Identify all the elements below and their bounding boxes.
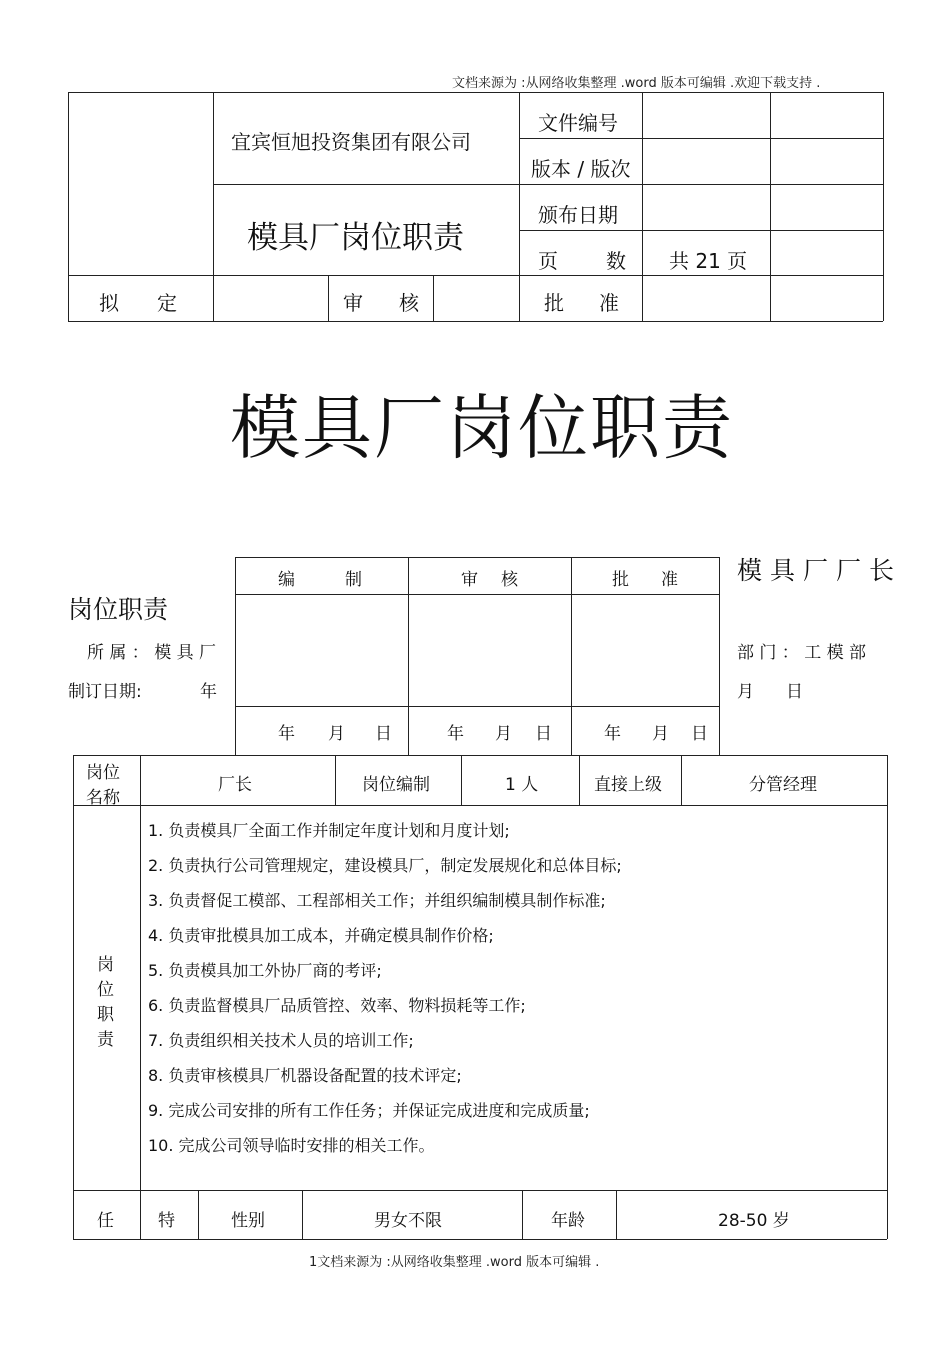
page-count: 共 21 页: [669, 249, 748, 273]
doc-title: 模具厂岗位职责: [247, 220, 464, 256]
date-day-2: 日: [535, 724, 552, 744]
right-month: 月: [737, 682, 754, 702]
left-title: 岗位职责: [68, 595, 169, 624]
headcount-value: 1 人: [505, 775, 539, 795]
approve-header-a: 批: [612, 570, 629, 590]
review-header-b: 核: [501, 570, 518, 590]
review-label-a: 审: [343, 291, 363, 315]
superior-value: 分管经理: [749, 775, 817, 795]
dept-label: 部 门 ： 工 模 部: [737, 643, 867, 663]
review-label-b: 核: [399, 291, 419, 315]
headcount-label: 岗位编制: [362, 775, 430, 795]
job-name-value: 厂长: [218, 775, 252, 795]
date-year-1: 年: [278, 724, 295, 744]
top-note: 文档来源为 :从网络收集整理 .word 版本可编辑 .欢迎下载支持 .: [452, 76, 821, 91]
review-header-a: 审: [461, 570, 478, 590]
date-day-1: 日: [375, 724, 392, 744]
duty-item: 7. 负责组织相关技术人员的培训工作;: [148, 1031, 414, 1050]
belongs-label: 所 属 ： 模 具 厂: [87, 643, 217, 663]
job-name-label-a: 岗位: [86, 763, 120, 783]
approve-header-b: 准: [661, 570, 678, 590]
superior-label: 直接上级: [594, 775, 662, 795]
company-name: 宜宾恒旭投资集团有限公司: [231, 130, 471, 154]
right-day: 日: [786, 682, 803, 702]
duty-item: 9. 完成公司安排的所有工作任务；并保证完成进度和完成质量;: [148, 1101, 590, 1120]
duty-item: 6. 负责监督模具厂品质管控、效率、物料损耗等工作;: [148, 996, 526, 1015]
duty-label-4: 责: [97, 1030, 114, 1050]
date-label: 制订日期:: [68, 682, 142, 702]
version-label: 版本 / 版次: [531, 157, 631, 181]
duty-label-3: 职: [97, 1005, 114, 1025]
page-label-a: 页: [538, 249, 558, 273]
duty-item: 1. 负责模具厂全面工作并制定年度计划和月度计划;: [148, 821, 510, 840]
gender-label: 性别: [231, 1211, 265, 1231]
duty-item: 5. 负责模具加工外协厂商的考评;: [148, 961, 382, 980]
date-month-2: 月: [495, 724, 512, 744]
compile-header-a: 编: [278, 570, 295, 590]
age-label: 年龄: [551, 1211, 585, 1231]
main-title: 模具厂岗位职责: [230, 387, 734, 469]
duty-item: 4. 负责审批模具加工成本，并确定模具制作价格;: [148, 926, 494, 945]
approve-label-a: 批: [544, 291, 564, 315]
duty-label-2: 位: [97, 980, 114, 1000]
age-value: 28-50 岁: [718, 1211, 790, 1231]
date-year-left: 年: [200, 682, 217, 702]
req-label-b: 特: [158, 1211, 175, 1231]
draft-label-b: 定: [157, 291, 177, 315]
issue-date-label: 颁布日期: [538, 203, 618, 227]
file-no-label: 文件编号: [538, 111, 618, 135]
compile-header-b: 制: [345, 570, 362, 590]
date-year-3: 年: [604, 724, 621, 744]
duty-item: 3. 负责督促工模部、工程部相关工作；并组织编制模具制作标准;: [148, 891, 606, 910]
date-month-3: 月: [652, 724, 669, 744]
duty-item: 2. 负责执行公司管理规定，建设模具厂，制定发展规化和总体目标;: [148, 856, 622, 875]
gender-value: 男女不限: [374, 1211, 442, 1231]
duty-item: 10. 完成公司领导临时安排的相关工作。: [148, 1136, 435, 1155]
page-label-b: 数: [606, 249, 626, 273]
bottom-note: 1文档来源为 :从网络收集整理 .word 版本可编辑 .: [309, 1255, 600, 1270]
approve-label-b: 准: [599, 291, 619, 315]
date-year-2: 年: [447, 724, 464, 744]
duty-item: 8. 负责审核模具厂机器设备配置的技术评定;: [148, 1066, 462, 1085]
draft-label-a: 拟: [99, 291, 119, 315]
right-title: 模具厂厂长: [737, 556, 903, 585]
duty-label-1: 岗: [97, 955, 114, 975]
req-label-a: 任: [97, 1211, 114, 1231]
date-day-3: 日: [691, 724, 708, 744]
job-name-label-b: 名称: [86, 788, 120, 808]
date-month-1: 月: [328, 724, 345, 744]
